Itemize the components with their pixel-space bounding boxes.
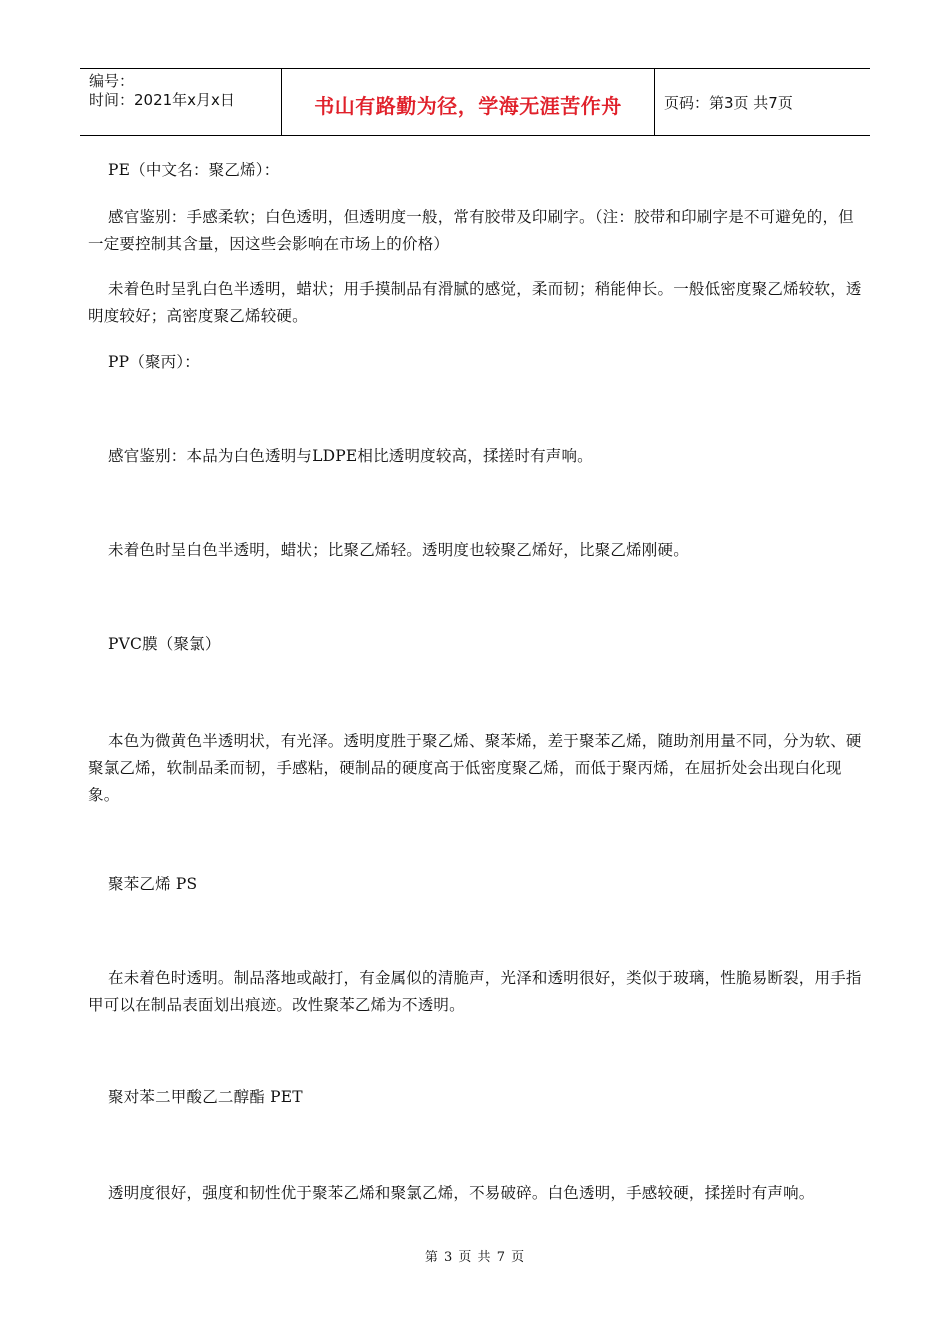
ps-paragraph: 在未着色时透明。制品落地或敲打，有金属似的清脆声，光泽和透明很好，类似于玻璃，性脆易断裂，用手指甲可以在制品表面划出痕迹。改性聚苯乙烯为不透明。 [88, 969, 862, 1014]
header-page-code: 页码：第3页 共7页 [664, 93, 793, 112]
pe-heading: PE（中文名：聚乙烯）： [108, 161, 280, 179]
pvc-paragraph: 本色为微黄色半透明状，有光泽。透明度胜于聚乙烯、聚苯烯，差于聚苯乙烯，随助剂用量不同，分为软、硬聚氯乙烯，软制品柔而韧，手感粘，硬制品的硬度高于低密度聚乙烯，而低于聚丙烯，在屈折处会出现白化现象。 [88, 732, 862, 804]
pe-uncolored-paragraph: 未着色时呈乳白色半透明，蜡状；用手摸制品有滑腻的感觉，柔而韧；稍能伸长。一般低密度聚乙烯较软，透明度较好；高密度聚乙烯较硬。 [88, 280, 862, 325]
page-footer: 第 3 页 共 7 页 [424, 1250, 526, 1265]
header-motto: 书山有路勤为径，学海无涯苦作舟 [282, 69, 655, 135]
time-label: 时间：2021年x月x日 [89, 91, 235, 109]
page-header [80, 68, 870, 136]
pet-paragraph: 透明度很好，强度和韧性优于聚苯乙烯和聚氯乙烯，不易破碎。白色透明，手感较硬，揉搓时有声响。 [108, 1184, 815, 1202]
pp-heading: PP（聚丙）： [108, 353, 201, 371]
ps-heading: 聚苯乙烯 PS [108, 875, 198, 893]
pp-sensory-paragraph: 感官鉴别：本品为白色透明与LDPE相比透明度较高，揉搓时有声响。 [108, 447, 593, 465]
pvc-heading: PVC膜（聚氯） [108, 635, 221, 653]
pp-uncolored-paragraph: 未着色时呈白色半透明，蜡状；比聚乙烯轻。透明度也较聚乙烯好，比聚乙烯刚硬。 [108, 541, 689, 559]
pet-heading: 聚对苯二甲酸乙二醇酯 PET [108, 1088, 303, 1106]
number-label: 编号： [89, 72, 135, 90]
pe-sensory-paragraph: 感官鉴别：手感柔软；白色透明，但透明度一般，常有胶带及印刷字。（注：胶带和印刷字是不可避免的，但一定要控制其含量，因这些会影响在市场上的价格） [88, 208, 854, 253]
header-meta [80, 69, 282, 135]
